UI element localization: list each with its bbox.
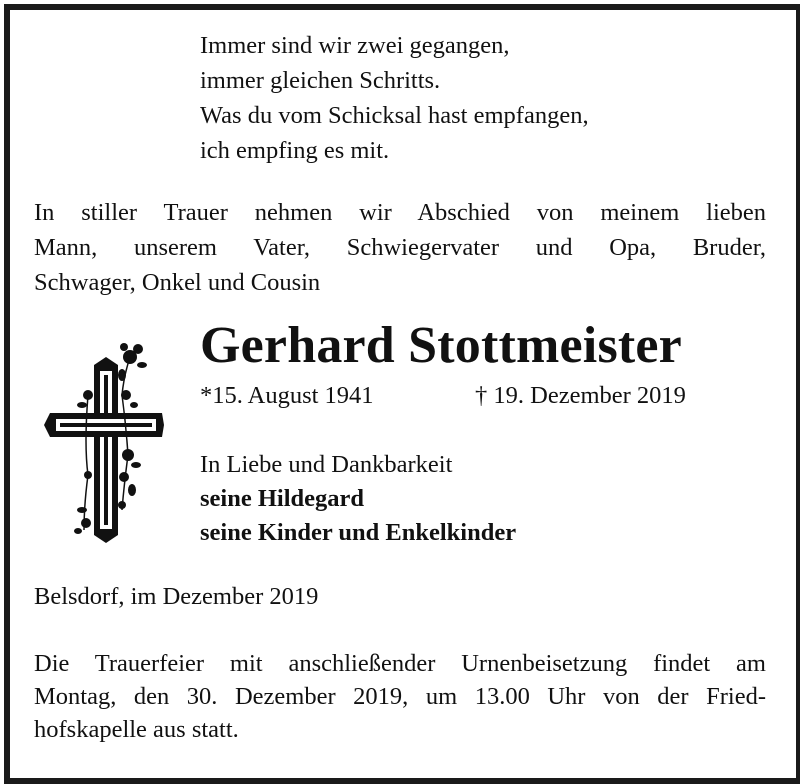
intro-line: In stiller Trauer nehmen wir Abschied von meinem lieben [34, 199, 766, 226]
signers-block [200, 448, 516, 550]
service-line: Die Trauerfeier mit anschließender Urnenbeisetzung findet am [34, 650, 766, 677]
intro-line: Mann, unserem Vater, Schwiegervater und Opa, Bruder, [34, 234, 766, 261]
service-line: Montag, den 30. Dezember 2019, um 13.00 Uhr von der Fried- [34, 683, 766, 710]
service-notice [34, 647, 766, 746]
place-and-date: Belsdorf, im Dezember 2019 [34, 583, 319, 610]
poem-line: ich empfing es mit. [200, 137, 390, 164]
poem-line: Immer sind wir zwei gegangen, [200, 32, 510, 59]
poem-line: immer gleichen Schritts. [200, 67, 441, 94]
birth-date: *15. August 1941 [200, 382, 374, 409]
poem-line: Was du vom Schicksal hast empfangen, [200, 102, 589, 129]
life-dates [200, 382, 686, 410]
signer-family: seine Kinder und Enkelkinder [200, 519, 517, 546]
service-line: hofskapelle aus statt. [34, 716, 239, 743]
cross-with-roses-icon [44, 335, 164, 545]
deceased-name: Gerhard Stottmeister [200, 317, 682, 374]
signer-spouse: seine Hildegard [200, 485, 365, 512]
obituary-content [10, 10, 790, 772]
signers-intro: In Liebe und Dankbarkeit [200, 451, 453, 478]
death-date: † 19. Dezember 2019 [475, 382, 686, 409]
intro-line: Schwager, Onkel und Cousin [34, 269, 321, 296]
memorial-poem [200, 28, 589, 168]
intro-text [34, 195, 766, 300]
